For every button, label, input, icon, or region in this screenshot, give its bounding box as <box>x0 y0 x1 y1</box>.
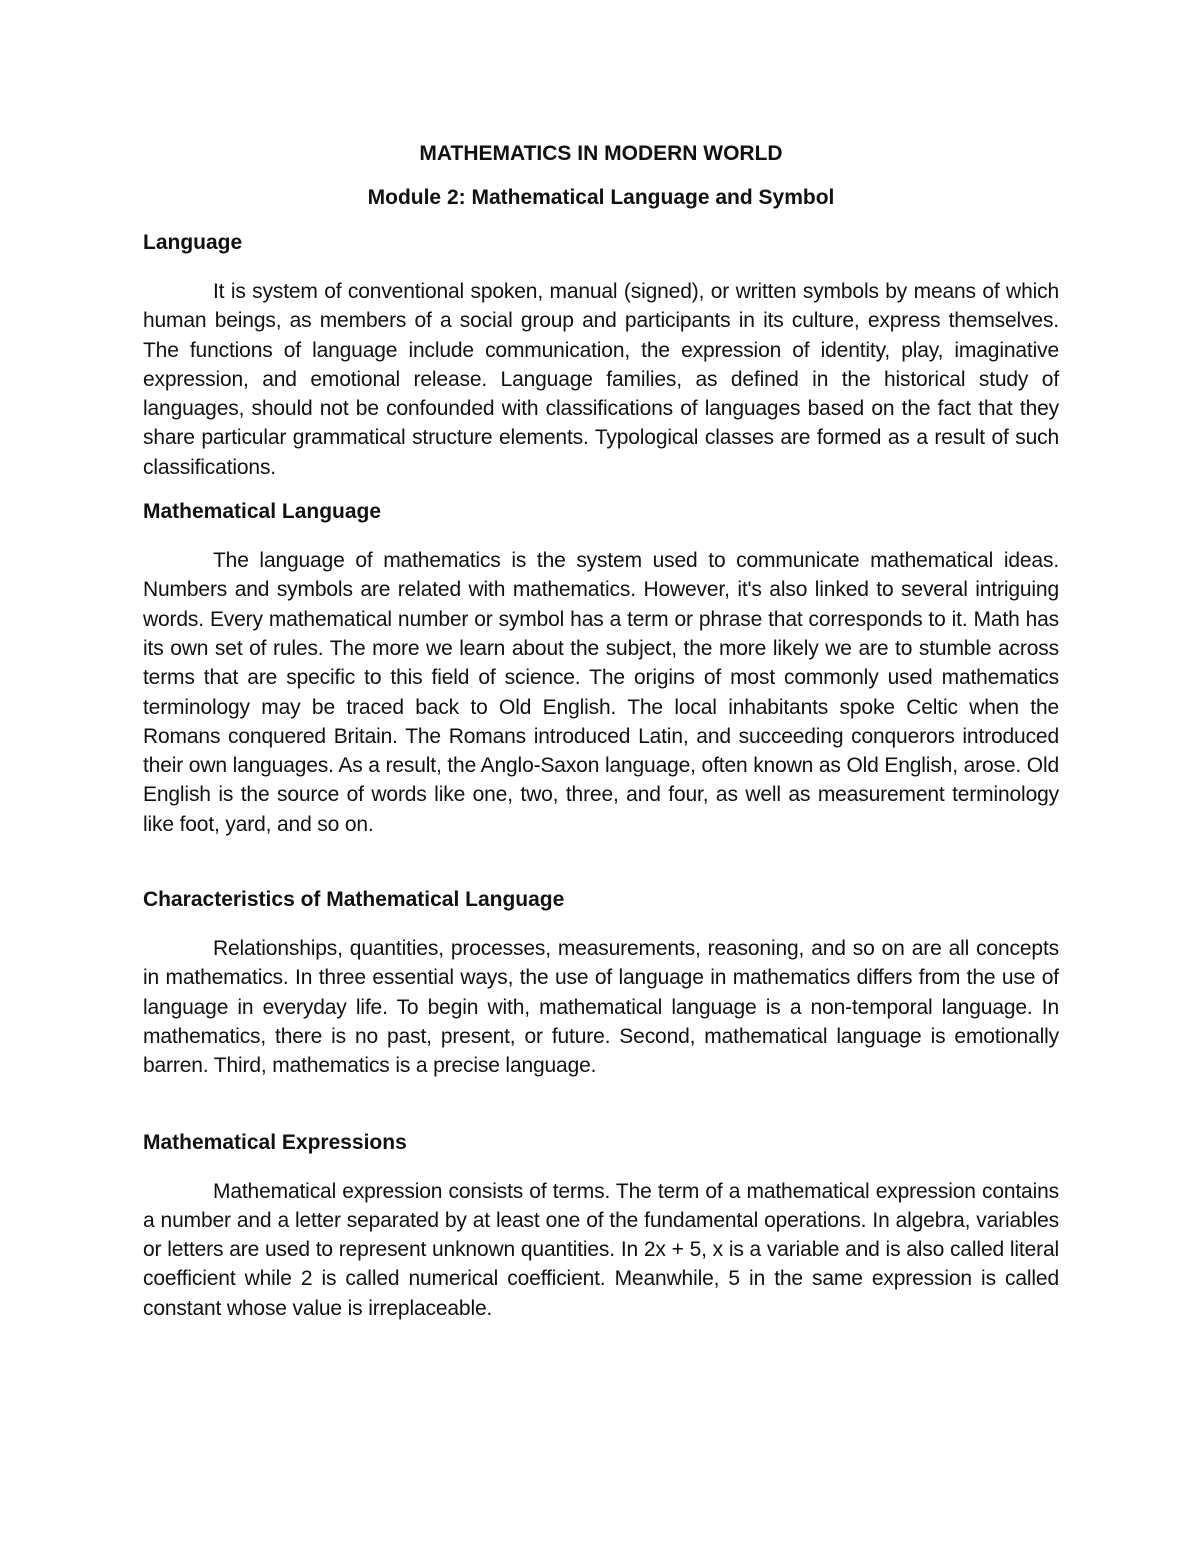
document-title: MATHEMATICS IN MODERN WORLD <box>419 142 783 165</box>
section-body-language: It is system of conventional spoken, manual (signed), or written symbols by means of which human beings, as members of a social group and participants in its culture, express themselves. The functions of language include communication, the expression of identity, play, imaginative expression, and emotional release. Language families, as defined in the historical study of languages, should not be confounded with classifications of languages based on the fact that they share particular grammatical structure elements. Typological classes are formed as a result of such classifications. <box>143 280 1059 479</box>
section-body-characteristics: Relationships, quantities, processes, measurements, reasoning, and so on are all concepts in mathematics. In three essential ways, the use of language in mathematics differs from the use of language in everyday life. To begin with, mathematical language is a non-temporal language. In mathematics, there is no past, present, or future. Second, mathematical language is emotionally barren. Third, mathematics is a precise language. <box>143 937 1059 1078</box>
section-heading-mathematical-expressions: Mathematical Expressions <box>143 1130 407 1154</box>
section-heading-language: Language <box>143 231 243 254</box>
section-body-mathematical-language: The language of mathematics is the system used to communicate mathematical ideas. Numbers and symbols are related with mathematics. However, it's also linked to several intriguing words. Every mathematical number or symbol has a term or phrase that corresponds to it. Math has its own set of rules. The more we learn about the subject, the more likely we are to stumble across terms that are specific to this field of science. The origins of most commonly used mathematics terminology may be traced back to Old English. The local inhabitants spoke Celtic when the Romans conquered Britain. The Romans introduced Latin, and succeeding conquerors introduced their own languages. As a result, the Anglo-Saxon language, often known as Old English, arose. Old English is the source of words like one, two, three, and four, as well as measurement terminology like foot, yard, and so on. <box>143 549 1059 836</box>
document-content <box>143 138 1059 1323</box>
module-subtitle: Module 2: Mathematical Language and Symbol <box>367 186 835 209</box>
section-heading-characteristics: Characteristics of Mathematical Language <box>143 888 565 912</box>
section-body-mathematical-expressions: Mathematical expression consists of terms. The term of a mathematical expression contains a number and a letter separated by at least one of the fundamental operations. In algebra, variables or letters are used to represent unknown quantities. In 2x + 5, x is a variable and is also called literal coefficient while 2 is called numerical coefficient. Meanwhile, 5 in the same expression is called constant whose value is irreplaceable. <box>143 1179 1059 1320</box>
section-heading-mathematical-language: Mathematical Language <box>143 500 382 524</box>
